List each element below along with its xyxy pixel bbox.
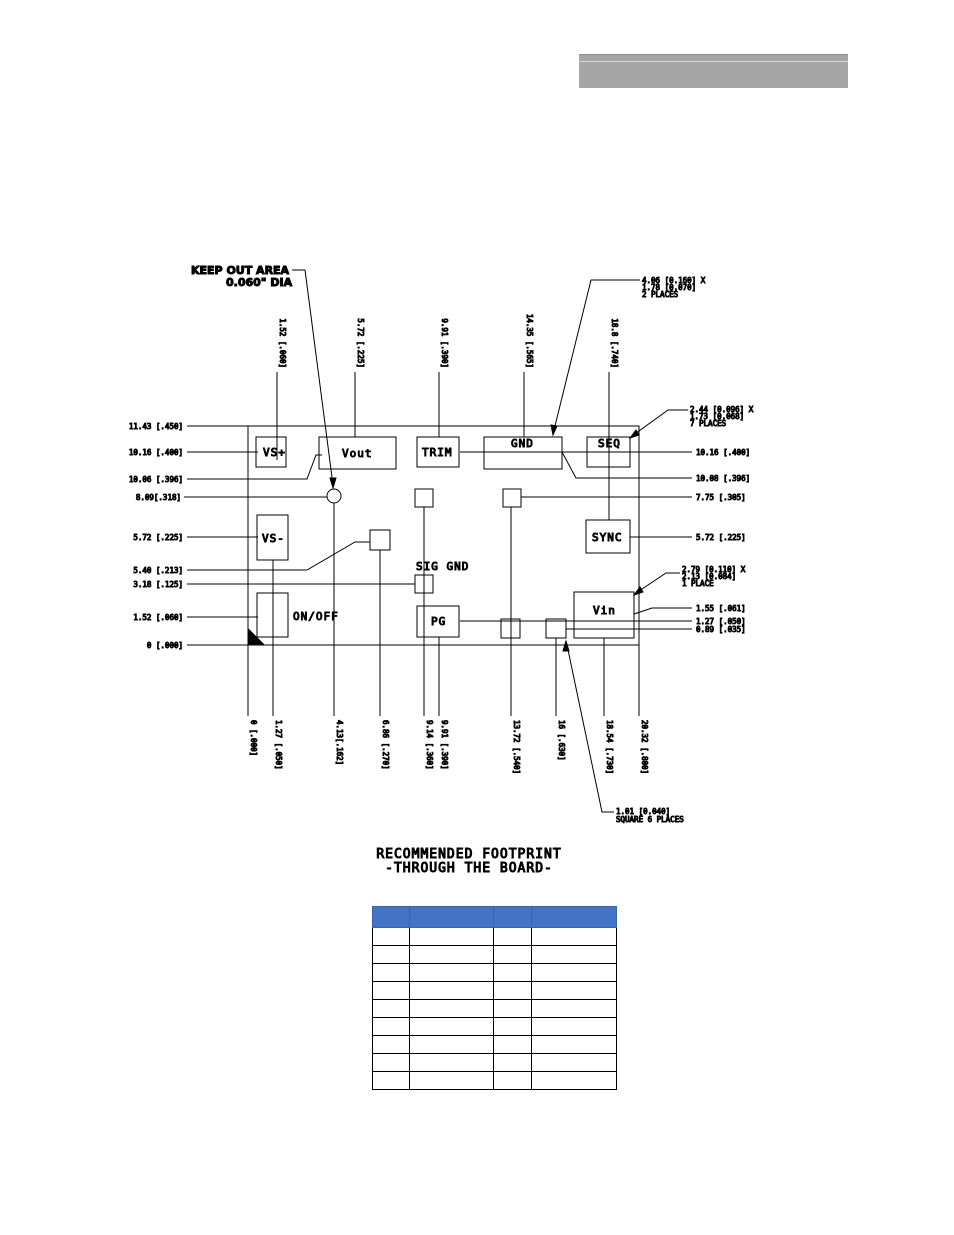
table-cell <box>373 964 410 982</box>
table-cell <box>494 982 532 1000</box>
dim-right-572: 5.72 [.225] <box>696 533 746 542</box>
dim-left-1143: 11.43 [.450] <box>128 422 183 431</box>
pin-label-sync: SYNC <box>592 531 623 544</box>
dim-left-1006: 10.06 [.396] <box>128 475 183 484</box>
table-row <box>373 964 617 982</box>
dim-bot-2032: 20.32 [.800] <box>640 720 649 775</box>
table-cell <box>373 1054 410 1072</box>
dim-bot-413: 4.13[.162] <box>335 720 344 766</box>
callout-arrow-b <box>630 430 639 438</box>
pad-square-3 <box>370 530 390 550</box>
table-row <box>373 1000 617 1018</box>
callout-c-line2: 2.13 [0.084] <box>682 572 737 581</box>
callout-a-line2: 1.78 [0.070] <box>642 283 697 292</box>
dim-left-540: 5.40 [.213] <box>133 566 183 575</box>
dim-left-152: 1.52 [.060] <box>133 613 183 622</box>
table-cell <box>410 946 494 964</box>
table-cell <box>410 982 494 1000</box>
dim-left-809: 8.09[.318] <box>135 493 181 502</box>
table-cell <box>410 928 494 946</box>
ext-right-155 <box>634 608 692 614</box>
pin-label-vin: Vin <box>593 604 616 617</box>
dim-right-127: 1.27 [.050] <box>696 617 746 626</box>
dim-bot-991: 9.91 [.390] <box>440 720 449 770</box>
table-row <box>373 1072 617 1090</box>
callout-b-line3: 7 PLACES <box>690 419 727 428</box>
table-cell <box>532 1072 617 1090</box>
ext-right-1008 <box>562 452 692 478</box>
dim-top-seq: 18.8 [.740] <box>610 318 619 368</box>
dim-bot-686: 6.86 [.270] <box>381 720 390 770</box>
keep-out-arrow <box>330 478 336 488</box>
callout-c-line3: 1 PLACE <box>682 579 714 588</box>
dim-left-0: 0 [.000] <box>146 641 183 650</box>
table-row <box>373 928 617 946</box>
dim-bot-914: 9.14 [.360] <box>425 720 434 770</box>
dim-top-vout: 5.72 [.225] <box>356 318 365 368</box>
table-cell <box>373 1000 410 1018</box>
callout-leader-a <box>554 280 640 430</box>
table-cell <box>373 1018 410 1036</box>
footprint-title: RECOMMENDED FOOTPRINT <box>376 847 562 862</box>
callout-square-line1: 1.01 [0.040] <box>616 807 671 816</box>
table-cell <box>410 1018 494 1036</box>
header-cell <box>410 907 494 928</box>
pin-label-sig-gnd: SIG GND <box>416 560 470 573</box>
table-cell <box>494 928 532 946</box>
keep-out-label: KEEP OUT AREA <box>191 264 290 277</box>
table-cell <box>532 1018 617 1036</box>
pin-label-pg: PG <box>431 615 447 628</box>
dim-right-155: 1.55 [.061] <box>696 604 746 613</box>
pin-label-on-off: ON/OFF <box>293 610 339 623</box>
pin-label-seq: SEQ <box>598 437 621 450</box>
table-cell <box>532 1054 617 1072</box>
header-cell <box>373 907 410 928</box>
keep-out-circle <box>327 489 341 503</box>
callout-arrow-square <box>563 641 569 651</box>
pad-square-2 <box>503 489 521 507</box>
table-row <box>373 982 617 1000</box>
table-cell <box>494 1072 532 1090</box>
pin-label-gnd: GND <box>511 437 534 450</box>
dim-top-gnd: 14.35 [.565] <box>525 313 534 368</box>
dim-right-1008: 10.08 [.396] <box>696 474 751 483</box>
table-cell <box>494 1018 532 1036</box>
table-cell <box>532 982 617 1000</box>
table-cell <box>532 964 617 982</box>
callout-square-line2: SQUARE 6 PLACES <box>616 815 684 824</box>
table-cell <box>410 964 494 982</box>
dim-bot-127: 1.27 [.050] <box>274 720 283 770</box>
dim-top-vs-plus: 1.52 [.060] <box>278 318 287 368</box>
pin-label-vout: Vout <box>342 447 373 460</box>
table-cell <box>494 946 532 964</box>
table-row <box>373 1018 617 1036</box>
pin-label-vs-minus: VS- <box>262 532 285 545</box>
table-cell <box>373 982 410 1000</box>
table-cell <box>373 1072 410 1090</box>
header-cell <box>532 907 617 928</box>
table-cell <box>410 1036 494 1054</box>
dim-bot-1372: 13.72 [.540] <box>512 720 521 775</box>
callout-b-line1: 2.44 [0.096] X <box>690 405 754 414</box>
dim-left-1016: 10.16 [.400] <box>128 448 183 457</box>
table-row <box>373 1054 617 1072</box>
callout-a-line3: 2 PLACES <box>642 290 679 299</box>
dim-right-1016: 10.16 [.400] <box>696 448 751 457</box>
table-cell <box>532 946 617 964</box>
table-cell <box>373 1036 410 1054</box>
ext-left-540 <box>187 542 370 570</box>
keep-out-dia: 0.060" DIA <box>226 276 293 289</box>
dim-right-089: 0.89 [.035] <box>696 625 746 634</box>
dim-bot-1854: 18.54 [.730] <box>605 720 614 775</box>
table-cell <box>410 1000 494 1018</box>
dim-left-572: 5.72 [.225] <box>133 533 183 542</box>
table-cell <box>494 1000 532 1018</box>
callout-a-line1: 4.06 [0.160] X <box>642 276 706 285</box>
callout-b-line2: 1.73 [0.068] <box>690 412 745 421</box>
table-cell <box>410 1054 494 1072</box>
table-cell <box>494 964 532 982</box>
footprint-subtitle: -THROUGH THE BOARD- <box>385 861 553 876</box>
header-cell <box>494 907 532 928</box>
callout-arrow-a <box>551 425 557 435</box>
pin-table-header <box>373 907 617 928</box>
dim-top-trim: 9.91 [.390] <box>440 318 449 368</box>
callout-arrow-c <box>634 587 643 595</box>
ext-left-1006 <box>187 455 322 479</box>
pad-square-1 <box>415 489 433 507</box>
table-cell <box>410 1072 494 1090</box>
pin-label-vs-plus: VS+ <box>263 446 286 459</box>
table-cell <box>532 1036 617 1054</box>
table-row <box>373 1036 617 1054</box>
table-cell <box>532 928 617 946</box>
dim-bot-16: 16 [.630] <box>557 720 566 761</box>
table-cell <box>494 1054 532 1072</box>
dim-bot-0: 0 [.000] <box>249 720 258 757</box>
dim-right-775: 7.75 [.305] <box>696 493 746 502</box>
pad-square-6 <box>546 619 566 638</box>
table-cell <box>494 1036 532 1054</box>
callout-leader-c <box>636 573 680 593</box>
table-cell <box>373 946 410 964</box>
pin-table <box>372 906 617 1090</box>
table-cell <box>373 928 410 946</box>
pin-label-trim: TRIM <box>422 446 453 459</box>
callout-c-line1: 2.79 [0.110] X <box>682 565 746 574</box>
table-row <box>373 946 617 964</box>
table-cell <box>532 1000 617 1018</box>
callout-leader-b <box>632 410 688 436</box>
dim-left-318: 3.18 [.125] <box>133 580 183 589</box>
